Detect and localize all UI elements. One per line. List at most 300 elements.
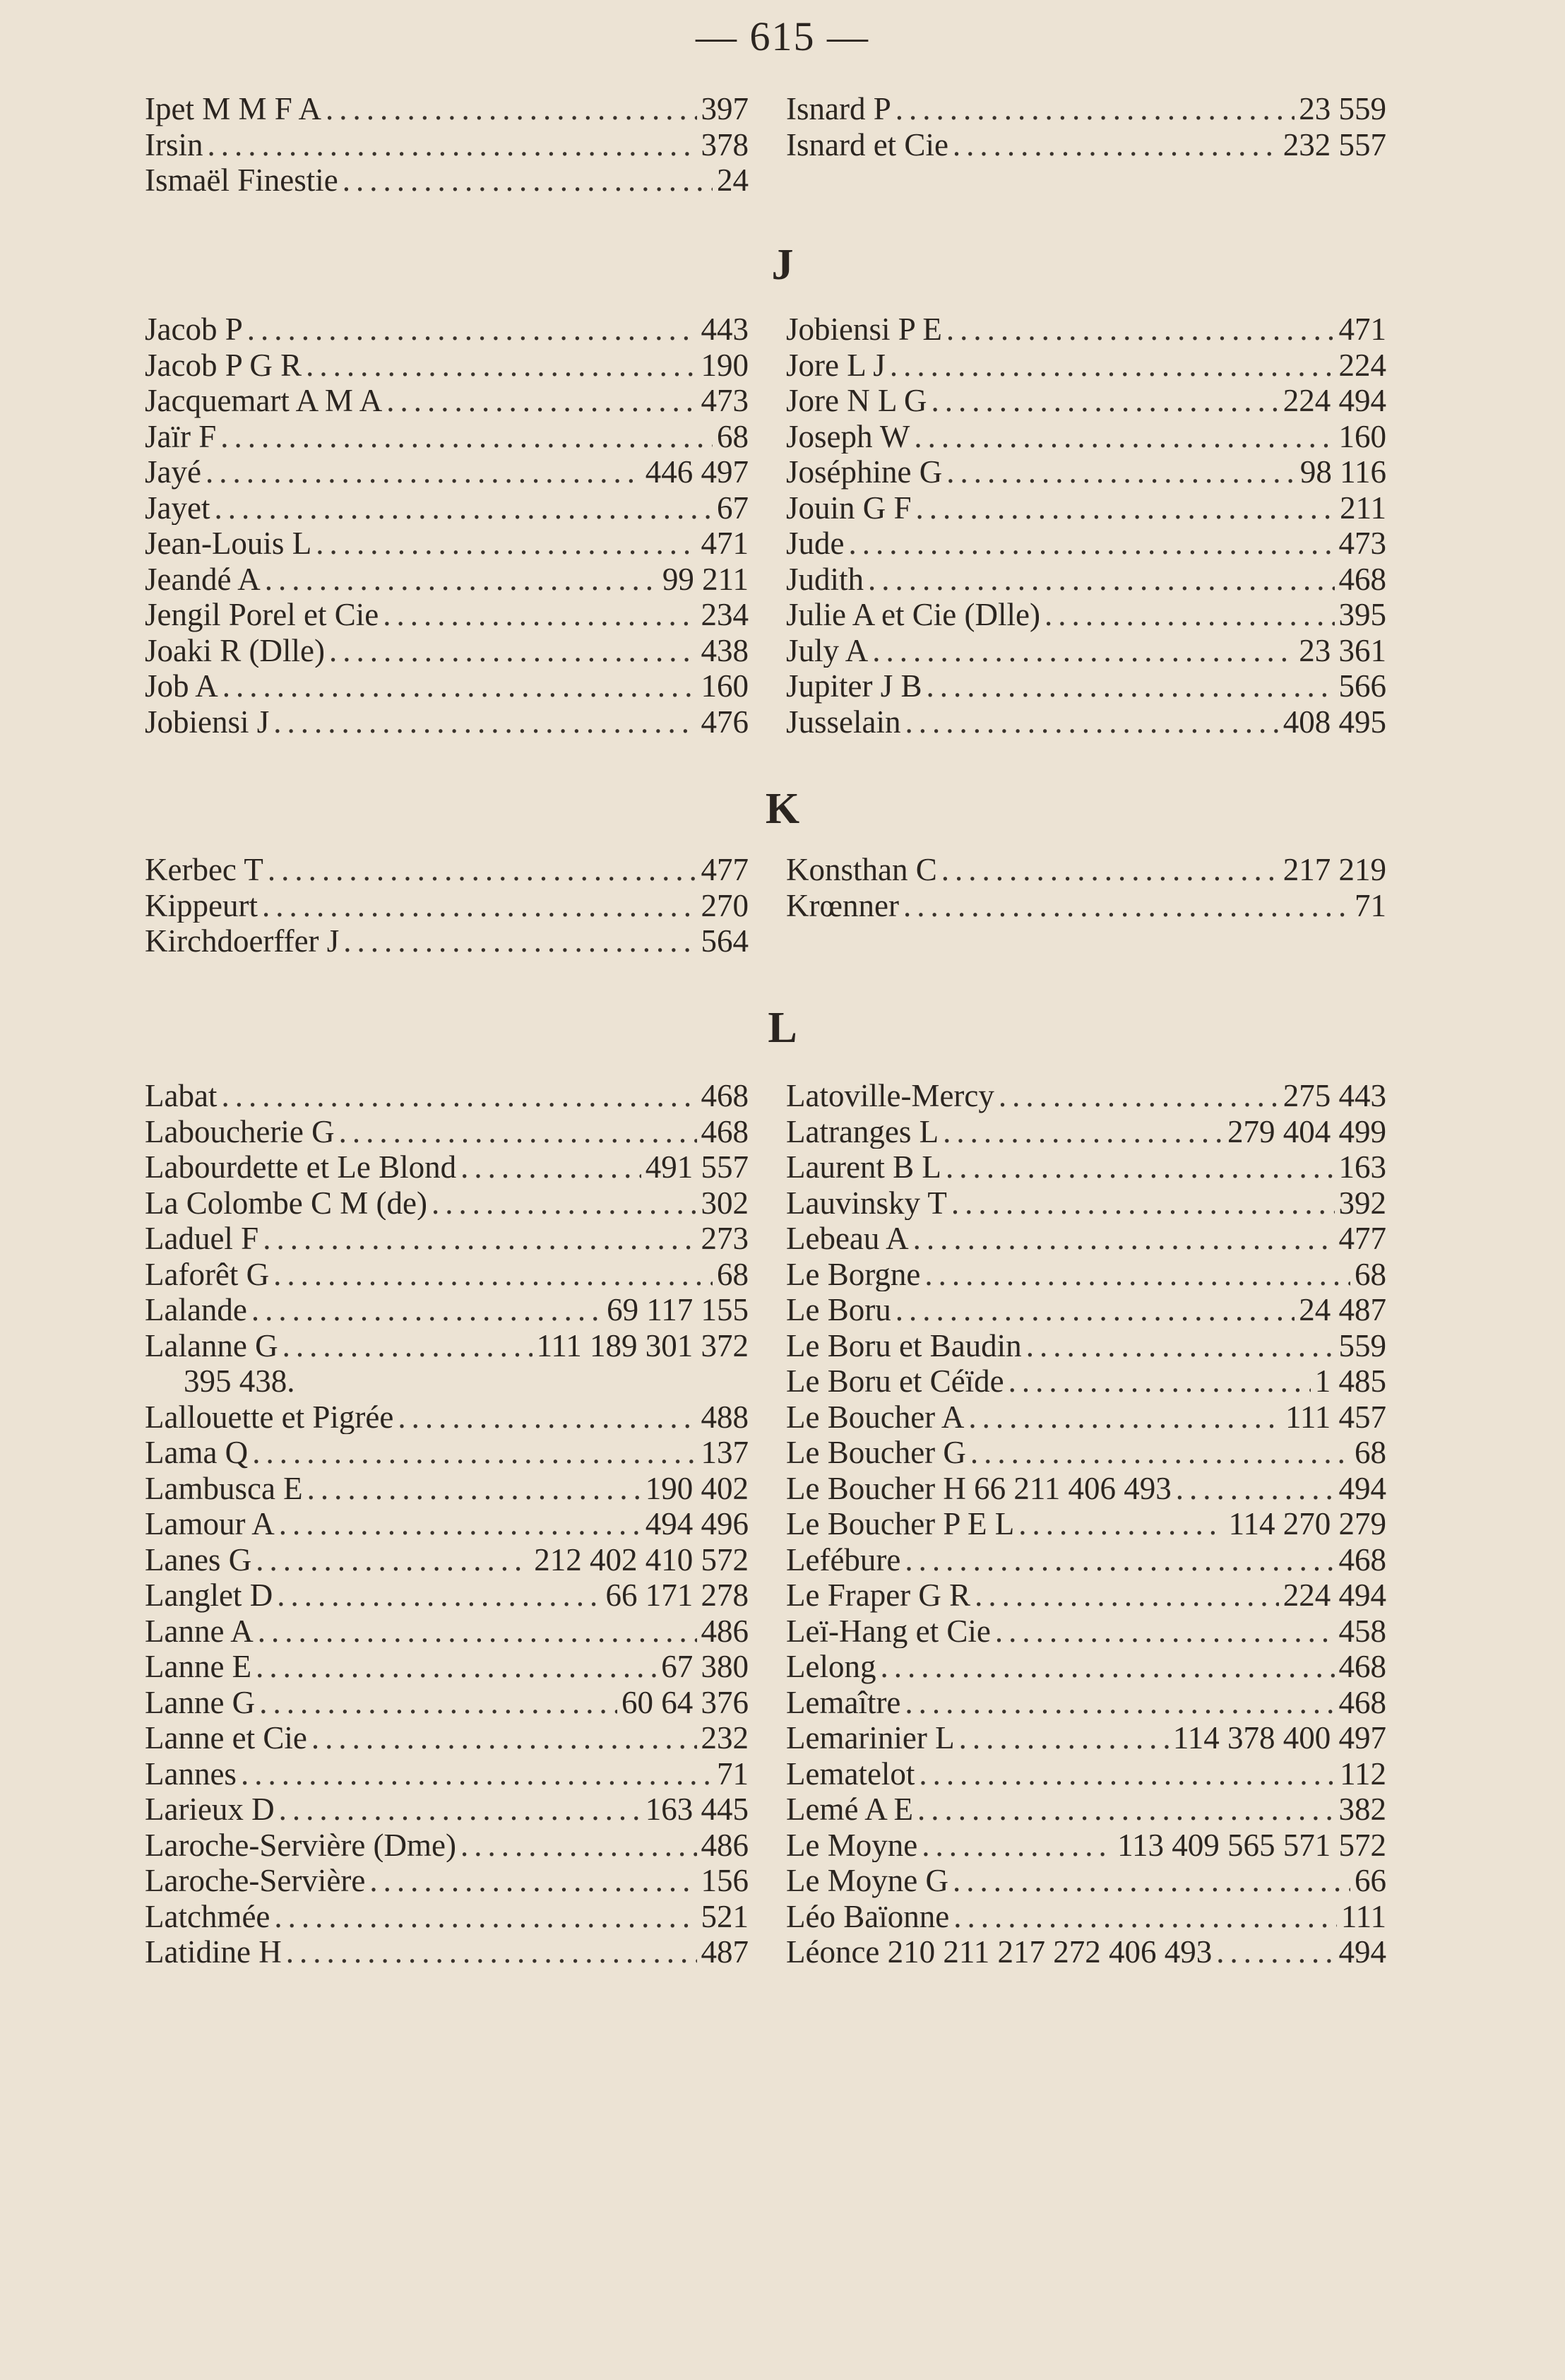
index-entry — [145, 1399, 749, 1435]
dot-leader — [932, 382, 1279, 418]
entry-pages: 224 494 — [1283, 383, 1386, 418]
entry-pages: 211 — [1340, 490, 1386, 525]
index-entry — [786, 887, 1386, 923]
dot-leader — [221, 1077, 696, 1113]
dot-leader — [959, 1719, 1169, 1756]
index-entry — [145, 311, 749, 347]
entry-pages: 468 — [1338, 1684, 1386, 1719]
entry-name: Le Boru — [786, 1292, 891, 1327]
entry-name: Laurent B L — [786, 1149, 941, 1185]
index-entry — [786, 311, 1386, 347]
index-entry — [786, 90, 1386, 126]
dot-leader — [1045, 596, 1335, 632]
index-entry — [145, 1756, 749, 1792]
index-entry — [145, 1613, 749, 1649]
dot-leader — [460, 1149, 641, 1185]
index-entry — [145, 1934, 749, 1970]
entry-pages: 156 — [701, 1863, 749, 1898]
entry-name: Latoville-Mercy — [786, 1078, 994, 1113]
entry-name: Lebeau A — [786, 1221, 909, 1256]
entry-pages: 468 — [701, 1078, 749, 1113]
entry-pages: 137 — [701, 1435, 749, 1470]
dot-leader — [256, 1541, 530, 1577]
entry-pages: 190 402 — [645, 1470, 749, 1505]
dot-leader — [999, 1077, 1279, 1113]
entry-pages: 66 — [1355, 1863, 1386, 1898]
index-entry — [786, 1149, 1386, 1185]
dot-leader — [383, 596, 696, 632]
entry-name: Le Moyne G — [786, 1863, 948, 1898]
entry-name: Job A — [145, 668, 218, 704]
dot-leader — [905, 1541, 1334, 1577]
index-entry — [145, 1327, 749, 1363]
dot-leader — [1216, 1934, 1334, 1970]
entry-name: Jupiter J B — [786, 668, 922, 704]
index-entry — [786, 1220, 1386, 1256]
entry-pages: 521 — [701, 1898, 749, 1934]
index-entry — [786, 1791, 1386, 1827]
index-entry — [786, 1327, 1386, 1363]
dot-leader — [953, 126, 1279, 162]
entry-name: Kirchdoerffer J — [145, 923, 340, 959]
entry-name: Léonce 210 211 217 272 406 493 — [786, 1934, 1213, 1970]
entry-pages: 468 — [1338, 1541, 1386, 1577]
index-entry — [145, 1434, 749, 1470]
entry-name: Jacob P G R — [145, 347, 302, 382]
dot-leader — [273, 704, 696, 740]
entry-name: Jouin G F — [786, 490, 912, 525]
entry-name: Le Moyne — [786, 1827, 918, 1862]
section-letter-j: J — [771, 241, 794, 289]
dot-leader — [903, 887, 1350, 923]
entry-name: Joseph W — [786, 418, 910, 454]
entry-name: Jeandé A — [145, 561, 261, 596]
entry-name: July A — [786, 632, 869, 668]
entry-name: Joaki R (Dlle) — [145, 632, 325, 668]
dot-leader — [263, 1220, 696, 1256]
dot-leader — [251, 1291, 602, 1327]
index-entry — [145, 632, 749, 668]
entry-pages: 23 361 — [1299, 632, 1386, 668]
dot-leader — [941, 851, 1279, 887]
entry-pages: 112 — [1340, 1756, 1386, 1791]
dot-leader — [208, 126, 697, 162]
dot-leader — [258, 1613, 697, 1649]
index-entry — [786, 1077, 1386, 1113]
index-entry — [786, 1862, 1386, 1898]
right-column — [786, 851, 1386, 923]
entry-name: Le Boucher P E L — [786, 1506, 1015, 1541]
index-entry — [786, 1363, 1386, 1399]
entry-name: Jacob P — [145, 312, 243, 347]
entry-pages: 24 — [717, 162, 749, 198]
entry-name: Julie A et Cie (Dlle) — [786, 597, 1040, 632]
entry-pages: 473 — [1338, 526, 1386, 561]
dot-leader — [222, 668, 697, 704]
entry-name: Le Borgne — [786, 1256, 921, 1291]
dot-leader — [927, 668, 1335, 704]
entry-pages: 68 — [717, 1256, 749, 1291]
index-entry — [786, 1613, 1386, 1649]
index-entry — [786, 851, 1386, 887]
entry-pages: 163 — [1338, 1149, 1386, 1185]
index-entry — [145, 1470, 749, 1506]
index-entry — [786, 1470, 1386, 1506]
index-entry — [145, 561, 749, 597]
entry-pages: 566 — [1338, 668, 1386, 704]
index-entry — [786, 454, 1386, 490]
index-entry — [145, 668, 749, 704]
entry-pages: 302 — [701, 1185, 749, 1220]
entry-pages: 471 — [1338, 312, 1386, 347]
index-entry — [145, 1577, 749, 1613]
dot-leader — [307, 1470, 641, 1506]
index-entry — [786, 126, 1386, 162]
entry-name: Leï-Hang et Cie — [786, 1613, 991, 1648]
entry-pages: 397 — [701, 91, 749, 126]
right-column — [786, 90, 1386, 162]
dot-leader — [905, 1684, 1334, 1720]
entry-name: Lanes G — [145, 1541, 252, 1577]
entry-name: Lanne G — [145, 1684, 256, 1719]
entry-name: Lemaître — [786, 1684, 901, 1719]
index-entry — [145, 1862, 749, 1898]
entry-pages: 477 — [1338, 1221, 1386, 1256]
entry-pages: 163 445 — [645, 1792, 749, 1827]
entry-pages: 468 — [1338, 1649, 1386, 1684]
entry-name: La Colombe C M (de) — [145, 1185, 427, 1220]
index-entry — [145, 162, 749, 198]
index-entry — [786, 561, 1386, 597]
entry-pages: 564 — [701, 923, 749, 959]
entry-pages: 60 64 376 — [621, 1684, 749, 1719]
entry-pages: 392 — [1338, 1185, 1386, 1220]
index-entry — [145, 704, 749, 740]
index-entry — [786, 1648, 1386, 1684]
dot-leader — [895, 90, 1295, 126]
index-entry — [145, 596, 749, 632]
entry-name: Judith — [786, 561, 864, 596]
entry-name: Irsin — [145, 126, 203, 162]
entry-name: Laduel F — [145, 1221, 259, 1256]
dot-leader — [968, 1399, 1281, 1435]
entry-pages: 378 — [701, 126, 749, 162]
index-entry — [786, 1756, 1386, 1792]
entry-pages: 395 — [1338, 597, 1386, 632]
entry-pages: 446 497 — [645, 454, 749, 490]
entry-pages: 487 — [701, 1934, 749, 1970]
dot-leader — [265, 561, 658, 597]
entry-name: Jengil Porel et Cie — [145, 597, 379, 632]
entry-name: Lemarinier L — [786, 1720, 955, 1756]
index-entry — [145, 126, 749, 162]
index-entry — [786, 632, 1386, 668]
index-entry — [145, 1648, 749, 1684]
dot-leader — [432, 1185, 697, 1221]
index-entry — [145, 1719, 749, 1756]
dot-leader — [311, 1719, 697, 1756]
entry-name: Jusselain — [786, 704, 901, 739]
index-entry — [786, 1827, 1386, 1863]
entry-name: Lama Q — [145, 1435, 249, 1470]
dot-leader — [922, 1827, 1113, 1863]
index-entry — [145, 454, 749, 490]
left-column — [145, 1077, 749, 1970]
entry-name: Jobiensi J — [145, 704, 270, 739]
entry-name: Jayet — [145, 490, 210, 525]
entry-pages: 24 487 — [1299, 1292, 1386, 1327]
entry-name: Lelong — [786, 1649, 876, 1684]
index-entry — [145, 1505, 749, 1541]
dot-leader — [259, 1684, 617, 1720]
index-entry — [786, 1291, 1386, 1327]
entry-name: Lauvinsky T — [786, 1185, 947, 1220]
entry-pages: 111 189 301 372 — [536, 1327, 749, 1363]
index-entry — [145, 887, 749, 923]
index-entry — [786, 1185, 1386, 1221]
entry-pages: 71 — [717, 1756, 749, 1791]
dot-leader — [262, 887, 697, 923]
dot-leader — [849, 525, 1335, 561]
dot-leader — [273, 1256, 713, 1292]
dot-leader — [329, 632, 697, 668]
index-entry — [145, 418, 749, 454]
entry-pages: 468 — [1338, 561, 1386, 596]
entry-pages: 98 116 — [1299, 454, 1386, 490]
index-entry — [786, 596, 1386, 632]
section-letter-k: K — [765, 785, 800, 833]
entry-pages: 23 559 — [1299, 91, 1386, 126]
index-entry — [786, 1256, 1386, 1292]
dot-leader — [1008, 1363, 1311, 1399]
index-entry — [145, 1898, 749, 1934]
dot-leader — [343, 162, 713, 198]
entry-pages: 114 378 400 497 — [1172, 1720, 1386, 1756]
index-entry — [786, 1684, 1386, 1720]
entry-name: Jayé — [145, 454, 201, 490]
entry-pages: 217 219 — [1283, 852, 1386, 887]
entry-pages: 273 — [701, 1221, 749, 1256]
entry-name: Lemé A E — [786, 1792, 913, 1827]
index-entry — [786, 490, 1386, 526]
dot-leader — [946, 1149, 1335, 1185]
dot-leader — [943, 1113, 1223, 1149]
index-entry — [786, 1113, 1386, 1149]
entry-name: Jean-Louis L — [145, 526, 312, 561]
entry-pages: 491 557 — [645, 1149, 749, 1185]
index-entry — [786, 1434, 1386, 1470]
dot-leader — [282, 1327, 532, 1363]
entry-pages: 279 404 499 — [1227, 1113, 1386, 1149]
dot-leader — [316, 525, 696, 561]
entry-continuation: 395 438. — [184, 1363, 295, 1399]
entry-name: Latidine H — [145, 1934, 282, 1970]
dot-leader — [953, 1898, 1337, 1934]
entry-name: Jobiensi P E — [786, 312, 942, 347]
dot-leader — [951, 1185, 1335, 1221]
entry-pages: 438 — [701, 632, 749, 668]
index-entry — [145, 923, 749, 959]
index-entry — [786, 704, 1386, 740]
entry-name: Jore N L G — [786, 383, 927, 418]
entry-name: Laforêt G — [145, 1256, 270, 1291]
dot-leader — [279, 1791, 641, 1827]
entry-pages: 113 409 565 571 572 — [1117, 1827, 1386, 1862]
entry-pages: 494 — [1338, 1934, 1386, 1970]
entry-pages: 212 402 410 572 — [534, 1541, 749, 1577]
entry-name: Krœnner — [786, 887, 899, 923]
dot-leader — [398, 1399, 696, 1435]
dot-leader — [247, 311, 697, 347]
dot-leader — [995, 1613, 1335, 1649]
entry-pages: 69 117 155 — [607, 1292, 749, 1327]
entry-pages: 160 — [701, 668, 749, 704]
entry-pages: 114 270 279 — [1228, 1506, 1386, 1541]
entry-pages: 486 — [701, 1827, 749, 1862]
entry-name: Le Boru et Baudin — [786, 1327, 1022, 1363]
entry-pages: 190 — [701, 347, 749, 382]
entry-name: Lamour A — [145, 1506, 275, 1541]
entry-pages: 66 171 278 — [605, 1577, 749, 1613]
dot-leader — [256, 1648, 657, 1684]
dot-leader — [274, 1898, 696, 1934]
index-entry — [145, 1791, 749, 1827]
entry-pages: 71 — [1355, 887, 1386, 923]
index-entry — [786, 1399, 1386, 1435]
entry-pages: 473 — [701, 383, 749, 418]
dot-leader — [917, 1791, 1335, 1827]
dot-leader — [975, 1577, 1279, 1613]
left-column — [145, 90, 749, 198]
entry-pages: 476 — [701, 704, 749, 739]
index-entry — [786, 1505, 1386, 1541]
entry-pages: 67 — [717, 490, 749, 525]
entry-name: Lalande — [145, 1292, 247, 1327]
entry-name: Lallouette et Pigrée — [145, 1399, 394, 1434]
dot-leader — [970, 1434, 1350, 1470]
dot-leader — [339, 1113, 697, 1149]
entry-name: Isnard et Cie — [786, 126, 948, 162]
dot-leader — [369, 1862, 696, 1898]
index-entry — [786, 1541, 1386, 1577]
entry-name: Lanne A — [145, 1613, 254, 1648]
entry-name: Le Boucher G — [786, 1435, 966, 1470]
entry-name: Jore L J — [786, 347, 886, 382]
index-entry — [145, 1684, 749, 1720]
dot-leader — [890, 347, 1335, 383]
entry-pages: 494 — [1338, 1470, 1386, 1505]
dot-leader — [1026, 1327, 1335, 1363]
entry-pages: 232 — [701, 1720, 749, 1756]
entry-pages: 559 — [1338, 1327, 1386, 1363]
right-column — [786, 311, 1386, 739]
entry-pages: 111 — [1340, 1898, 1386, 1934]
dot-leader — [460, 1827, 697, 1863]
entry-pages: 471 — [701, 526, 749, 561]
index-entry — [145, 1220, 749, 1256]
dot-leader — [268, 851, 697, 887]
entry-name: Lalanne G — [145, 1327, 278, 1363]
entry-pages: 232 557 — [1283, 126, 1386, 162]
index-entry — [786, 525, 1386, 561]
dot-leader — [214, 490, 713, 526]
dot-leader — [868, 561, 1334, 597]
entry-name: Lambusca E — [145, 1470, 303, 1505]
index-entry — [145, 1256, 749, 1292]
index-entry — [145, 525, 749, 561]
index-entry — [145, 382, 749, 418]
index-entry — [786, 1577, 1386, 1613]
index-entry — [145, 1077, 749, 1113]
entry-pages: 488 — [701, 1399, 749, 1434]
entry-pages: 68 — [1355, 1256, 1386, 1291]
index-entry — [145, 490, 749, 526]
index-entry — [786, 347, 1386, 383]
entry-pages: 68 — [1355, 1435, 1386, 1470]
entry-name: Jacquemart A M A — [145, 383, 383, 418]
entry-pages: 224 494 — [1283, 1577, 1386, 1613]
index-entry — [145, 90, 749, 126]
dot-leader — [1018, 1505, 1224, 1541]
dot-leader — [953, 1862, 1350, 1898]
dot-leader — [252, 1434, 696, 1470]
index-entry — [145, 1185, 749, 1221]
entry-pages: 234 — [701, 597, 749, 632]
index-entry — [786, 1898, 1386, 1934]
entry-name: Larieux D — [145, 1792, 275, 1827]
entry-name: Lanne E — [145, 1649, 252, 1684]
entry-name: Kippeurt — [145, 887, 258, 923]
left-column — [145, 851, 749, 959]
entry-name: Latchmée — [145, 1898, 270, 1934]
entry-name: Le Fraper G R — [786, 1577, 971, 1613]
dot-leader — [895, 1291, 1295, 1327]
entry-name: Laroche-Servière (Dme) — [145, 1827, 456, 1862]
entry-name: Le Boucher H 66 211 406 493 — [786, 1470, 1172, 1505]
entry-name: Isnard P — [786, 91, 891, 126]
entry-name: Jude — [786, 526, 845, 561]
dot-leader — [872, 632, 1295, 668]
entry-name: Ipet M M F A — [145, 91, 322, 126]
entry-pages: 111 457 — [1285, 1399, 1386, 1434]
entry-name: Kerbec T — [145, 852, 263, 887]
entry-name: Konsthan C — [786, 852, 937, 887]
entry-name: Le Boucher A — [786, 1399, 965, 1434]
entry-pages: 408 495 — [1283, 704, 1386, 739]
index-entry — [786, 1934, 1386, 1970]
entry-name: Latranges L — [786, 1113, 939, 1149]
entry-pages: 1 485 — [1314, 1363, 1386, 1399]
dot-leader — [343, 923, 696, 959]
entry-pages: 270 — [701, 887, 749, 923]
index-entry — [786, 418, 1386, 454]
entry-name: Lefébure — [786, 1541, 901, 1577]
dot-leader — [916, 490, 1336, 526]
entry-pages: 275 443 — [1283, 1078, 1386, 1113]
index-entry — [145, 851, 749, 887]
dot-leader — [241, 1756, 713, 1792]
entry-pages: 160 — [1338, 418, 1386, 454]
entry-name: Le Boru et Céïde — [786, 1363, 1004, 1399]
entry-pages: 443 — [701, 312, 749, 347]
index-entry — [145, 1291, 749, 1327]
entry-name: Labat — [145, 1078, 218, 1113]
index-entry — [145, 1113, 749, 1149]
dot-leader — [913, 1220, 1335, 1256]
right-column — [786, 1077, 1386, 1970]
entry-name: Léo Baïonne — [786, 1898, 950, 1934]
dot-leader — [279, 1505, 641, 1541]
